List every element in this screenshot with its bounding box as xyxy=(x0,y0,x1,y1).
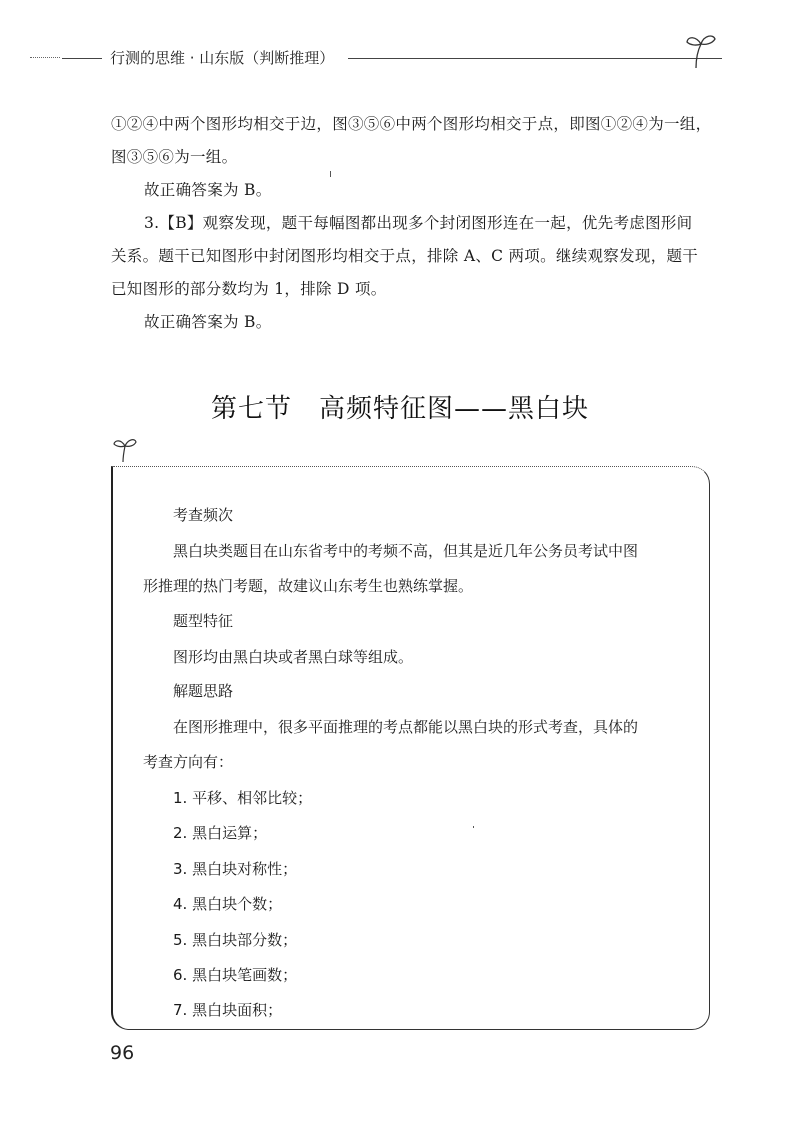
frequency-text: 黑白块类题目在山东省考中的考频不高，但其是近几年公务员考试中图 xyxy=(173,542,639,560)
approach-text: 在图形推理中，很多平面推理的考点都能以黑白块的形式考查，具体的 xyxy=(173,718,639,736)
frequency-label: 考查频次 xyxy=(173,506,234,524)
text-line: 已知图形的部分数均为 1，排除 D 项。 xyxy=(111,280,387,298)
header-rule-left xyxy=(62,58,102,59)
list-item: 1. 平移、相邻比较； xyxy=(173,789,313,807)
approach-label: 解题思路 xyxy=(173,682,234,700)
list-item: 5. 黑白块部分数； xyxy=(173,931,298,949)
sprout-icon xyxy=(112,434,138,464)
text-line: 图③⑤⑥为一组。 xyxy=(111,148,238,166)
list-item: 6. 黑白块笔画数； xyxy=(173,966,298,984)
header-dotted-rule xyxy=(30,57,60,58)
section-title: 第七节 高频特征图——黑白块 xyxy=(210,394,589,424)
text-line: 关系。题干已知图形中封闭图形均相交于点，排除 A、C 两项。继续观察发现，题干 xyxy=(111,247,699,265)
feature-label: 题型特征 xyxy=(173,612,234,630)
frequency-text: 形推理的热门考题，故建议山东考生也熟练掌握。 xyxy=(143,577,474,595)
feature-text: 图形均由黑白块或者黑白球等组成。 xyxy=(173,648,414,666)
answer-line: 故正确答案为 B。 xyxy=(144,313,272,331)
approach-text: 考查方向有： xyxy=(143,753,234,771)
scan-mark xyxy=(330,171,331,177)
list-item: 2. 黑白运算； xyxy=(173,824,268,842)
running-header xyxy=(30,40,740,76)
header-title: 行测的思维 · 山东版（判断推理） xyxy=(110,49,335,67)
list-item: 7. 黑白块面积； xyxy=(173,1001,283,1019)
list-item: 4. 黑白块个数； xyxy=(173,895,283,913)
sprout-icon xyxy=(684,30,718,70)
scan-mark xyxy=(473,826,474,828)
question-3-line: 3.【B】观察发现，题干每幅图都出现多个封闭图形连在一起，优先考虑图形间 xyxy=(144,214,693,232)
answer-line: 故正确答案为 B。 xyxy=(144,181,272,199)
header-rule-right xyxy=(348,58,722,59)
list-item: 3. 黑白块对称性； xyxy=(173,860,298,878)
page-number: 96 xyxy=(110,1042,135,1064)
answer-explanation xyxy=(111,108,731,339)
text-line: ①②④中两个图形均相交于边，图③⑤⑥中两个图形均相交于点，即图①②④为一组， xyxy=(111,115,712,133)
